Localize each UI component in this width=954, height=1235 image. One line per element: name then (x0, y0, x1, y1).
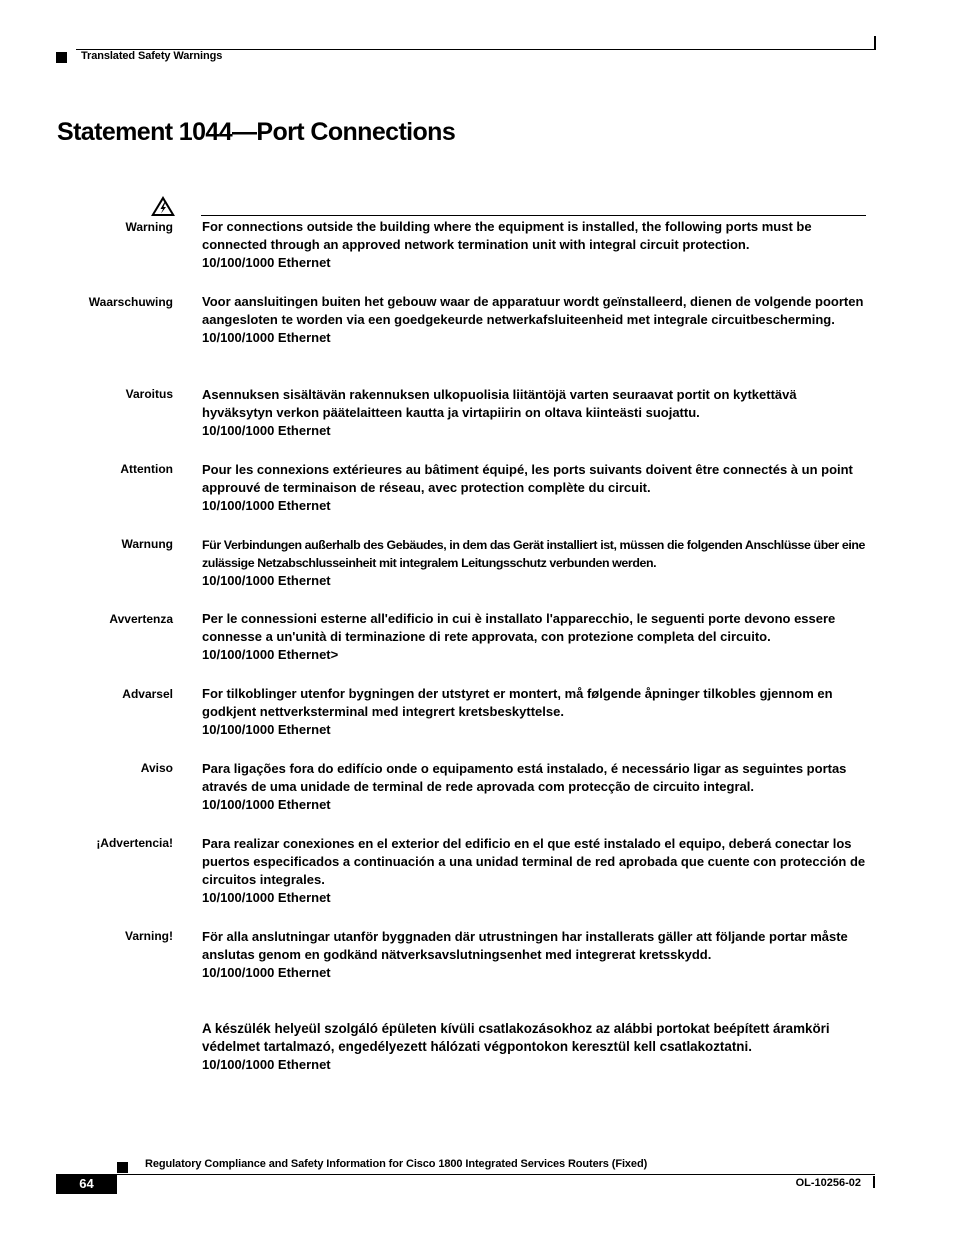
statement-italian (202, 610, 870, 664)
statement-label-warning: Warning (125, 220, 173, 234)
page-title: Statement 1044—Port Connections (57, 118, 456, 146)
statement-text: Para ligações fora do edifício onde o equipamento está instalado, é necessário ligar as seguintes portas através de uma unidade de terminal de rede aprovada com protecção de circuito integral. (202, 761, 847, 794)
statement-ports: 10/100/1000 Ethernet (202, 797, 331, 812)
statement-label-avvertenza: Avvertenza (109, 612, 173, 626)
statement-label-advertencia: ¡Advertencia! (96, 836, 173, 850)
statement-portuguese (202, 760, 870, 814)
statement-ports: 10/100/1000 Ethernet (202, 330, 331, 345)
statement-text: Für Verbindungen außerhalb des Gebäudes, in dem das Gerät installiert ist, müssen die folgenden Anschlüsse über eine zulässige Netzabschlusseinheit mit integralem Leitungsschutz verbunden werden. (202, 538, 866, 570)
statement-finnish (202, 386, 870, 440)
section-label: Translated Safety Warnings (81, 50, 223, 62)
statement-ports: 10/100/1000 Ethernet> (202, 647, 339, 662)
statement-label-attention: Attention (120, 462, 173, 476)
statement-text: For tilkoblinger utenfor bygningen der utstyret er montert, må følgende åpninger tilkobles gjennom en godkjent nettverksterminal med integrert kretsbeskyttelse. (202, 686, 833, 719)
footer-doc-title: Regulatory Compliance and Safety Information for Cisco 1800 Integrated Services Routers (Fixed) (145, 1158, 648, 1170)
doc-number: OL-10256-02 (795, 1177, 861, 1189)
statement-label-waarschuwing: Waarschuwing (88, 295, 173, 309)
statement-french (202, 461, 870, 515)
warning-triangle-icon (150, 195, 176, 217)
statement-label-advarsel: Advarsel (122, 687, 173, 701)
statement-hungarian (202, 1020, 870, 1074)
footer-marker (117, 1162, 128, 1173)
statement-ports: 10/100/1000 Ethernet (202, 1057, 331, 1072)
statement-ports: 10/100/1000 Ethernet (202, 890, 331, 905)
statement-label-aviso: Aviso (140, 761, 173, 775)
statement-label-warnung: Warnung (121, 537, 173, 551)
statement-label-varning: Varning! (124, 929, 173, 943)
statement-text: Pour les connexions extérieures au bâtiment équipé, les ports suivants doivent être connectés à un point approuvé de terminaison de réseau, avec protection complète du circuit. (202, 462, 853, 495)
statement-ports: 10/100/1000 Ethernet (202, 255, 331, 270)
statement-english (202, 218, 870, 272)
footer-rule (117, 1174, 875, 1175)
statement-spanish (202, 835, 870, 907)
statement-text: För alla anslutningar utanför byggnaden där utrustningen har installerats gäller att följande portar måste anslutas genom en godkänd nätverksavslutningsenhet med integrerat kretsskydd. (202, 929, 848, 962)
statement-ports: 10/100/1000 Ethernet (202, 573, 331, 588)
warning-rule (201, 215, 866, 216)
statement-text: Voor aansluitingen buiten het gebouw waar de apparatuur wordt geïnstalleerd, dienen de volgende poorten aangesloten te worden via een goedgekeurde netwerkafsluiteenheid met integrale circuitbescherming. (202, 294, 864, 327)
statement-dutch (202, 293, 870, 347)
header-marker (56, 52, 67, 63)
statement-text: A készülék helyeül szolgáló épületen kívüli csatlakozásokhoz az alábbi portokat beépített áramköri védelmet tartalmazó, engedélyezett hálózati végpontokon keresztül kell csatlakoztatni. (202, 1021, 830, 1054)
page-number: 64 (79, 1176, 94, 1191)
statement-label-varoitus: Varoitus (125, 387, 173, 401)
footer-tick (873, 1176, 875, 1188)
statement-ports: 10/100/1000 Ethernet (202, 498, 331, 513)
statement-ports: 10/100/1000 Ethernet (202, 722, 331, 737)
statement-ports: 10/100/1000 Ethernet (202, 423, 331, 438)
statement-text: Para realizar conexiones en el exterior del edificio en el que esté instalado el equipo, deberá conectar los puertos especificados a continuación a una unidad terminal de red aprobada que cuente con protección de circuitos integrales. (202, 836, 866, 887)
statement-swedish (202, 928, 870, 982)
statement-german (202, 536, 870, 590)
statement-text: Per le connessioni esterne all'edificio in cui è installato l'apparecchio, le seguenti porte devono essere connesse a un'unità di terminazione di rete approvata, con protezione completa del circuito. (202, 611, 836, 644)
statement-norwegian (202, 685, 870, 739)
statement-text: Asennuksen sisältävän rakennuksen ulkopuolisia liitäntöjä varten seuraavat portit on kytkettävä hyväksytyn verkon päätelaitteen kautta ja virtapiirin on oltava kiinteästi suojattu. (202, 387, 797, 420)
statement-text: For connections outside the building where the equipment is installed, the following ports must be connected through an approved network termination unit with integral circuit protection. (202, 219, 812, 252)
header-tick (874, 36, 876, 50)
statement-ports: 10/100/1000 Ethernet (202, 965, 331, 980)
